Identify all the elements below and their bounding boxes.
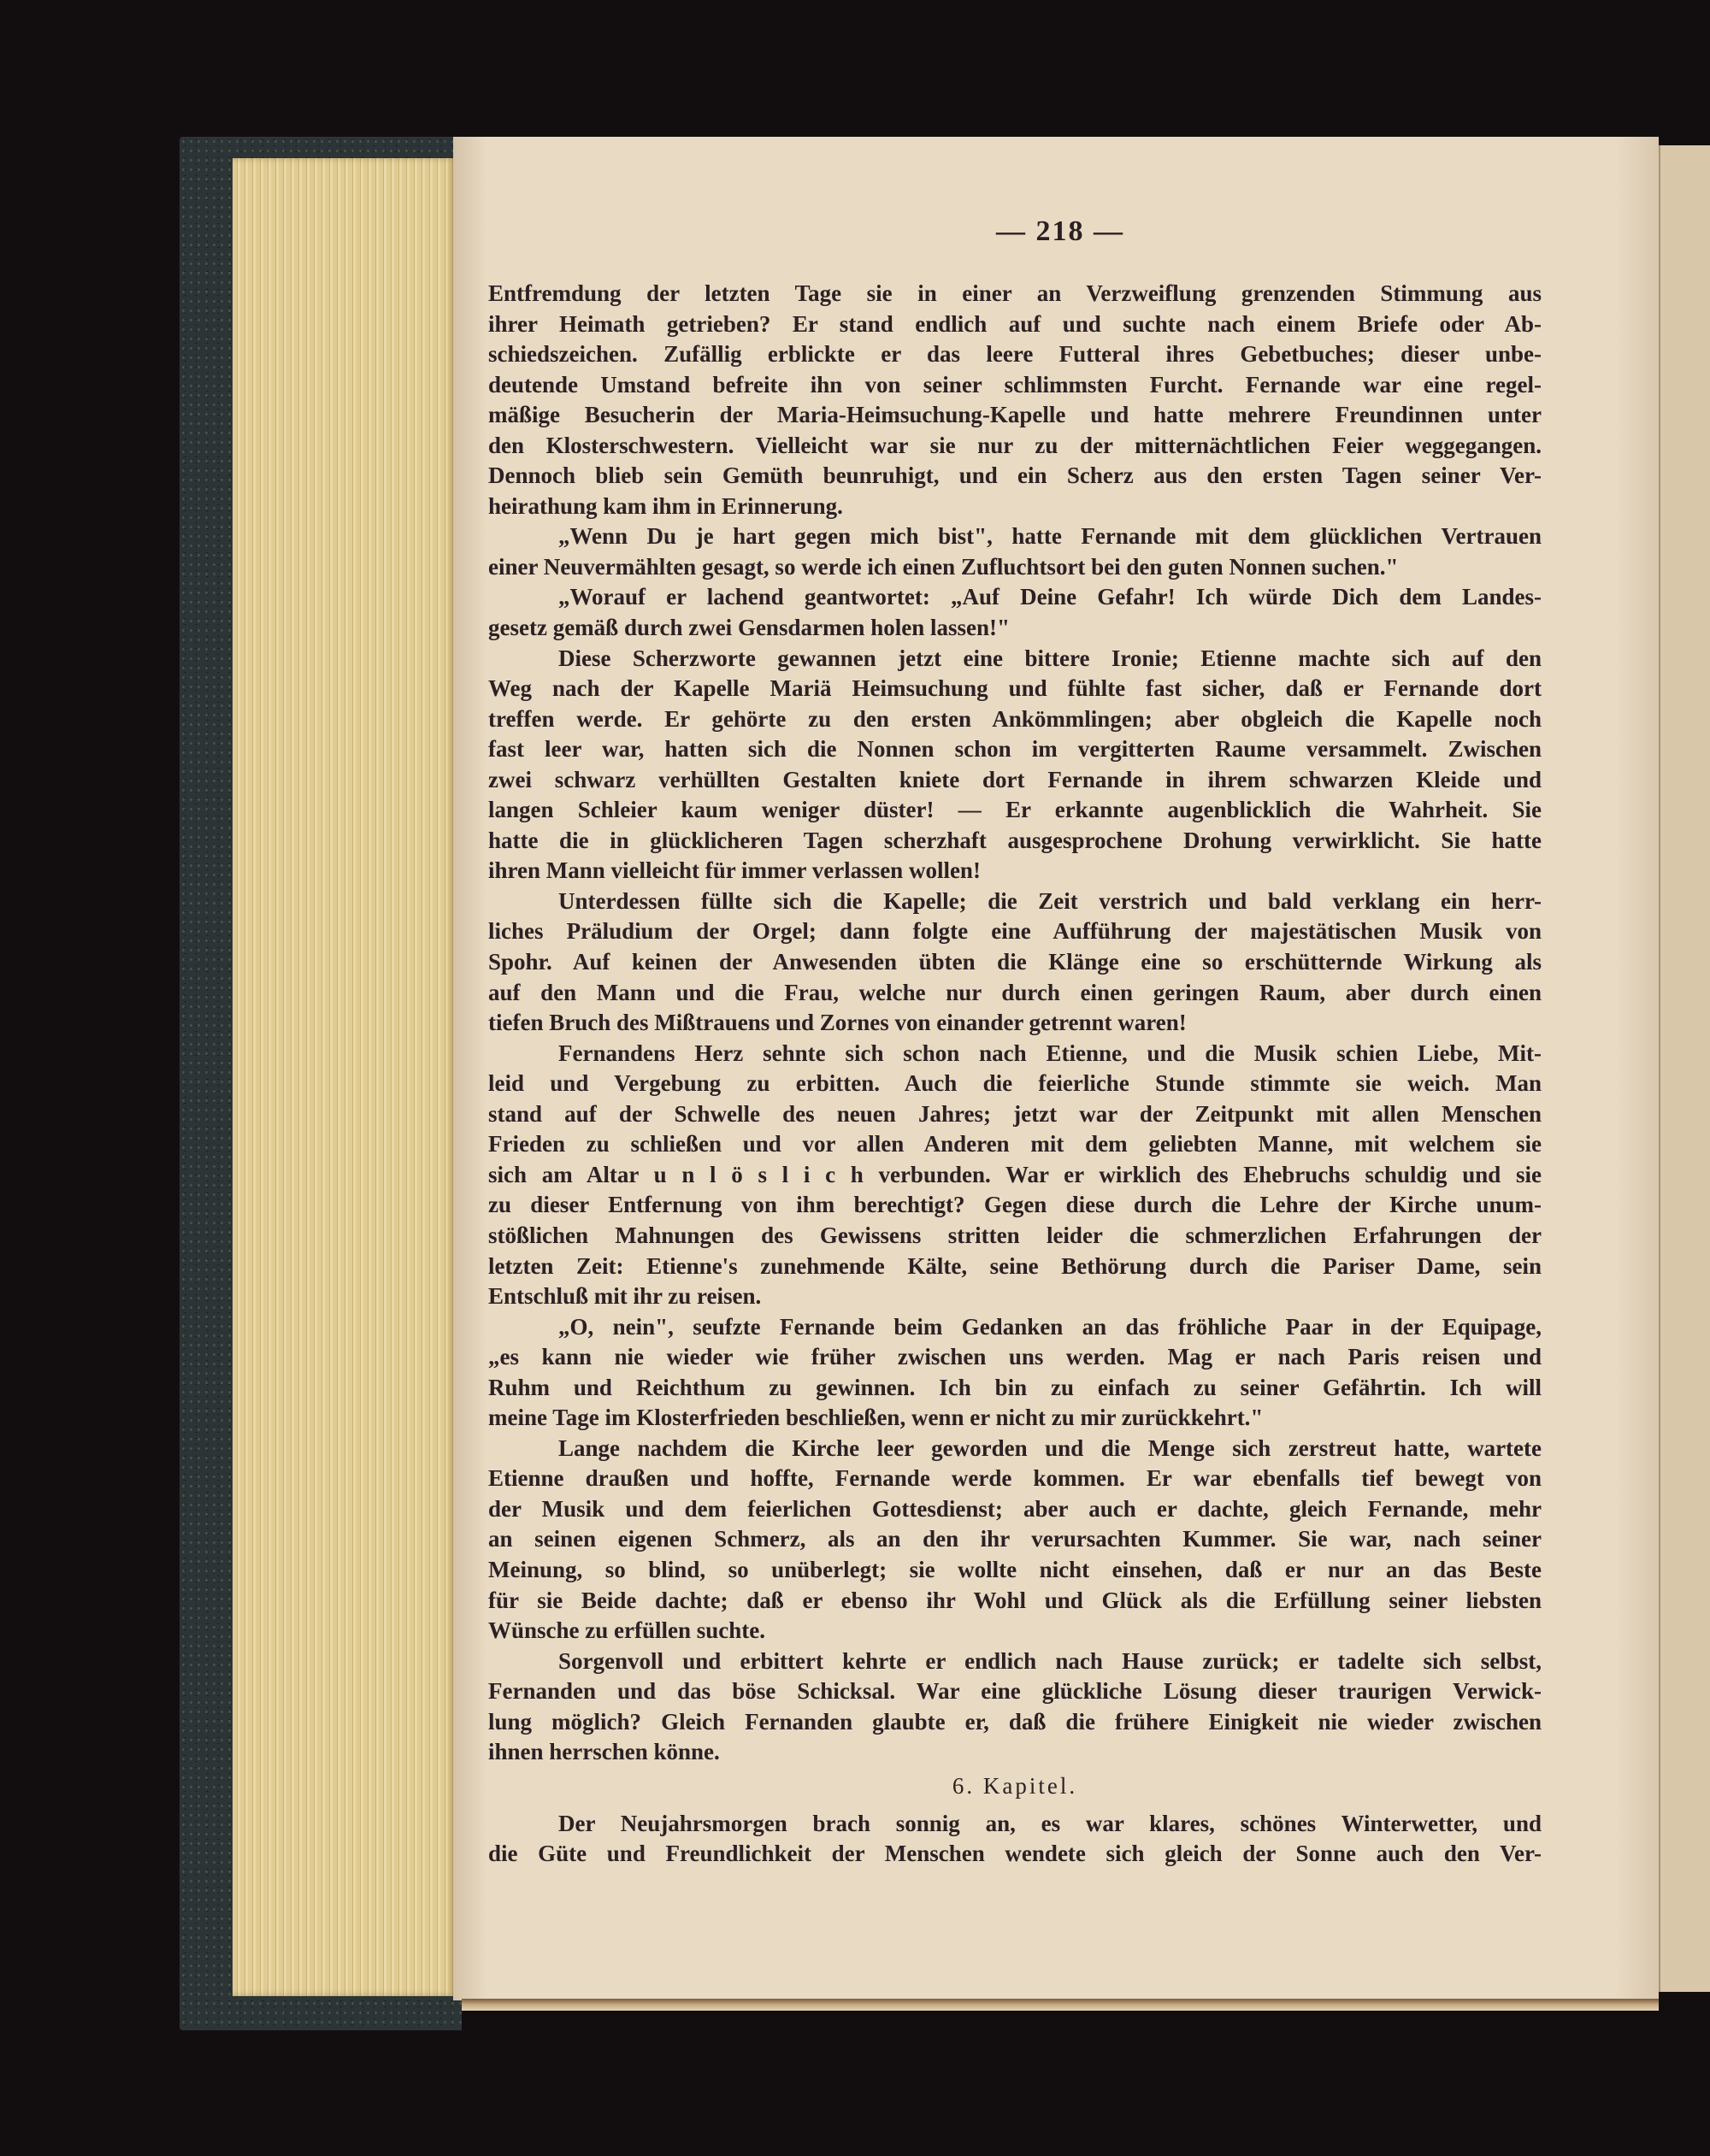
text-line: Etienne draußen und hoffte, Fernande werde kommen. Er war ebenfalls tief bewegt von bbox=[488, 1465, 1542, 1492]
text-line: Fernanden und das böse Schicksal. War eine glückliche Lösung dieser traurigen Verwick- bbox=[488, 1678, 1542, 1705]
page-number: — 218 — bbox=[996, 215, 1124, 247]
text-line: „O, nein", seufzte Fernande beim Gedanken an das fröhliche Paar in der Equipage, bbox=[558, 1313, 1542, 1340]
text-line: an seinen eigenen Schmerz, als an den ihr verursachten Kummer. Sie war, nach seiner bbox=[488, 1526, 1542, 1552]
text-line: Meinung, so blind, so unüberlegt; sie wollte nicht einsehen, daß er nur an das Beste bbox=[488, 1556, 1542, 1582]
text-line: ihnen herrschen könne. bbox=[488, 1739, 720, 1765]
chapter-heading-block bbox=[488, 1768, 1542, 1809]
text-line: schiedszeichen. Zufällig erblickte er das leere Futteral ihres Gebetbuches; dieser unbe- bbox=[488, 341, 1542, 368]
text-line: Entschluß mit ihr zu reisen. bbox=[488, 1283, 762, 1310]
text-line: stand auf der Schwelle des neuen Jahres; jetzt war der Zeitpunkt mit allen Menschen bbox=[488, 1100, 1542, 1127]
text-line: langen Schleier kaum weniger düster! — Er erkannte augenblicklich die Wahrheit. Sie bbox=[488, 797, 1542, 823]
paragraph bbox=[488, 521, 1542, 582]
text-line: letzten Zeit: Etienne's zunehmende Kälte, seine Bethörung durch die Pariser Dame, sein bbox=[488, 1252, 1542, 1279]
paragraph bbox=[488, 644, 1542, 887]
paragraph bbox=[488, 1646, 1542, 1768]
text-line: Weg nach der Kapelle Mariä Heimsuchung und fühlte fast sicher, daß er Fernande dort bbox=[488, 675, 1542, 702]
text-line: treffen werde. Er gehörte zu den ersten Ankömmlingen; aber obgleich die Kapelle noch bbox=[488, 705, 1542, 732]
facing-page-edge bbox=[1659, 145, 1710, 1992]
text-line: Lange nachdem die Kirche leer geworden und die Menge sich zerstreut hatte, wartete bbox=[558, 1434, 1542, 1461]
text-line: zu dieser Entfernung von ihm berechtigt? Gegen diese durch die Lehre der Kirche unum- bbox=[488, 1192, 1542, 1218]
page-bottom-edge bbox=[462, 1999, 1659, 2011]
text-line: Diese Scherzworte gewannen jetzt eine bittere Ironie; Etienne machte sich auf den bbox=[558, 645, 1542, 671]
text-line: Frieden zu schließen und vor allen Anderen mit dem geliebten Manne, mit welchem sie bbox=[488, 1131, 1542, 1158]
text-line: Ruhm und Reichthum zu gewinnen. Ich bin zu einfach zu seiner Gefährtin. Ich will bbox=[488, 1374, 1542, 1400]
text-line: ihrer Heimath getrieben? Er stand endlich auf und suchte nach einem Briefe oder Ab- bbox=[488, 310, 1542, 337]
text-line: Entfremdung der letzten Tage sie in einer an Verzweiflung grenzenden Stimmung aus bbox=[488, 280, 1542, 306]
paragraph bbox=[488, 1809, 1542, 1870]
paragraph bbox=[488, 1434, 1542, 1646]
chapter-heading: 6. Kapitel. bbox=[952, 1772, 1078, 1799]
text-line: für sie Beide dachte; daß er ebenso ihr Wohl und Glück als die Erfüllung seiner liebsten bbox=[488, 1587, 1542, 1613]
text-line: auf den Mann und die Frau, welche nur durch einen geringen Raum, aber durch einen bbox=[488, 979, 1542, 1005]
text-line: liches Präludium der Orgel; dann folgte eine Aufführung der majestätischen Musik von bbox=[488, 918, 1542, 945]
text-line: gesetz gemäß durch zwei Gensdarmen holen lassen!" bbox=[488, 615, 1010, 641]
text-line: meine Tage im Klosterfrieden beschließen, wenn er nicht zu mir zurückkehrt." bbox=[488, 1405, 1264, 1431]
page-edges bbox=[233, 158, 457, 1996]
paragraph bbox=[488, 1039, 1542, 1312]
text-line: heirathung kam ihm in Erinnerung. bbox=[488, 492, 843, 519]
text-line: Dennoch blieb sein Gemüth beunruhigt, und ein Scherz aus den ersten Tagen seiner Ver- bbox=[488, 462, 1542, 489]
paragraph bbox=[488, 582, 1542, 643]
text-line: stößlichen Mahnungen des Gewissens stritten leider die schmerzlichen Erfahrungen der bbox=[488, 1222, 1542, 1248]
text-line: Der Neujahrsmorgen brach sonnig an, es war klares, schönes Winterwetter, und bbox=[558, 1810, 1542, 1836]
text-line: „Worauf er lachend geantwortet: „Auf Deine Gefahr! Ich würde Dich dem Landes- bbox=[558, 584, 1542, 610]
body-text bbox=[488, 279, 1542, 1870]
text-line: der Musik und dem feierlichen Gottesdienst; aber auch er dachte, gleich Fernande, mehr bbox=[488, 1495, 1542, 1522]
text-line: einer Neuvermählten gesagt, so werde ich einen Zufluchtsort bei den guten Nonnen suchen." bbox=[488, 553, 1399, 580]
text-line: Unterdessen füllte sich die Kapelle; die Zeit verstrich und bald verklang ein herr- bbox=[558, 887, 1542, 914]
text-line: mäßige Besucherin der Maria-Heimsuchung-Kapelle und hatte mehrere Freundinnen unter bbox=[488, 402, 1542, 428]
text-line: sich am Altar u n l ö s l i c h verbunden. War er wirklich des Ehebruchs schuldig und sie bbox=[488, 1161, 1542, 1187]
paragraph bbox=[488, 887, 1542, 1039]
text-line: Spohr. Auf keinen der Anwesenden übten die Klänge eine so erschütternde Wirkung als bbox=[488, 949, 1542, 975]
text-line: deutende Umstand befreite ihn von seiner schlimmsten Furcht. Fernande war eine regel- bbox=[488, 371, 1542, 398]
text-line: ihren Mann vielleicht für immer verlassen wollen! bbox=[488, 857, 981, 884]
text-line: Fernandens Herz sehnte sich schon nach Etienne, und die Musik schien Liebe, Mit- bbox=[558, 1040, 1542, 1066]
text-line: Sorgenvoll und erbittert kehrte er endlich nach Hause zurück; er tadelte sich selbst, bbox=[558, 1647, 1542, 1674]
text-line: lung möglich? Gleich Fernanden glaubte er, daß die frühere Einigkeit nie wieder zwischen bbox=[488, 1708, 1542, 1735]
paragraph bbox=[488, 279, 1542, 521]
text-line: den Klosterschwestern. Vielleicht war sie nur zu der mitternächtlichen Feier weggegangen. bbox=[488, 432, 1542, 458]
text-line: fast leer war, hatten sich die Nonnen schon im vergitterten Raume versammelt. Zwischen bbox=[488, 736, 1542, 763]
text-line: zwei schwarz verhüllten Gestalten kniete dort Fernande in ihrem schwarzen Kleide und bbox=[488, 766, 1542, 792]
text-line: die Güte und Freundlichkeit der Menschen wendete sich gleich der Sonne auch den Ver- bbox=[488, 1841, 1542, 1867]
text-line: tiefen Bruch des Mißtrauens und Zornes von einander getrennt waren! bbox=[488, 1010, 1187, 1036]
paragraph bbox=[488, 1312, 1542, 1434]
text-line: leid und Vergebung zu erbitten. Auch die feierliche Stunde stimmte sie weich. Man bbox=[488, 1070, 1542, 1097]
text-line: „es kann nie wieder wie früher zwischen uns werden. Mag er nach Paris reisen und bbox=[488, 1344, 1542, 1370]
text-line: „Wenn Du je hart gegen mich bist", hatte Fernande mit dem glücklichen Vertrauen bbox=[558, 523, 1542, 550]
text-line: Wünsche zu erfüllen suchte. bbox=[488, 1617, 765, 1644]
text-line: hatte die in glücklicheren Tagen scherzhaft ausgesprochene Drohung verwirklicht. Sie hatte bbox=[488, 827, 1542, 853]
